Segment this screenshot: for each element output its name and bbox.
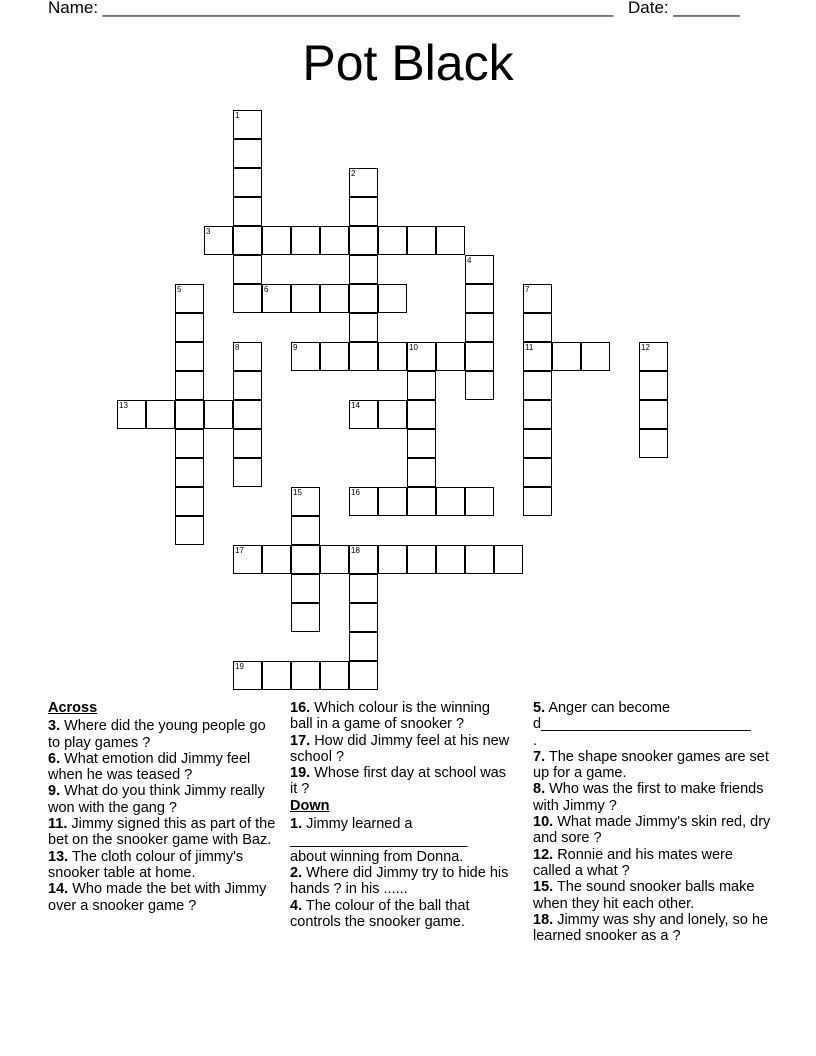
crossword-cell[interactable] [146,400,175,429]
clue-number: 19 [235,662,244,671]
clue-number: 8 [235,343,240,352]
crossword-cell[interactable] [378,545,407,574]
clue-text: How did Jimmy feel at his new school ? [290,732,510,765]
crossword-cell[interactable] [233,661,262,690]
crossword-cell[interactable] [233,458,262,487]
down-clue [290,898,512,931]
crossword-cell[interactable] [291,545,320,574]
crossword-cell[interactable] [349,632,378,661]
crossword-cell[interactable] [465,342,494,371]
clue-number-label: 9. [48,783,61,800]
across-clue [290,700,512,733]
clue-number: 7 [525,285,530,294]
clue-number: 17 [235,546,244,555]
crossword-cell[interactable] [581,342,610,371]
crossword-cell[interactable] [407,226,436,255]
clue-text: The sound snooker balls make when they hit each other. [533,879,755,912]
crossword-cell[interactable] [378,342,407,371]
crossword-cell[interactable] [523,284,552,313]
crossword-cell[interactable] [378,226,407,255]
crossword-cell[interactable] [465,487,494,516]
across-clue [48,783,276,816]
crossword-cell[interactable] [175,400,204,429]
crossword-cell[interactable] [291,284,320,313]
crossword-cell[interactable] [465,371,494,400]
clue-number-label: 5. [533,700,546,716]
crossword-cell[interactable] [233,226,262,255]
clue-number: 16 [351,488,360,497]
across-clue [48,751,276,784]
crossword-cell[interactable] [320,284,349,313]
clue-number-label: 16. [290,700,311,716]
clue-text: Ronnie and his mates were called a what ? [533,846,733,879]
crossword-cell[interactable] [233,139,262,168]
across-clue [290,733,512,766]
crossword-cell[interactable] [523,458,552,487]
crossword-cell[interactable] [349,168,378,197]
crossword-cell[interactable] [291,603,320,632]
clue-number: 6 [264,285,269,294]
crossword-cell[interactable] [349,313,378,342]
clue-number: 10 [409,343,418,352]
crossword-cell[interactable] [175,516,204,545]
crossword-cell[interactable] [436,226,465,255]
crossword-cell[interactable] [436,487,465,516]
down-clue [290,849,512,865]
clue-text: Who was the first to make friends with Jimmy ? [533,781,764,814]
crossword-cell[interactable] [349,545,378,574]
crossword-cell[interactable] [349,400,378,429]
clue-number-label: 2. [290,864,303,881]
crossword-cell[interactable] [378,284,407,313]
down-clue [533,912,773,945]
across-clue [48,816,276,849]
down-clue [533,847,773,880]
down-heading: Down [290,797,330,814]
clues-column-2 [290,700,512,930]
crossword-cell[interactable] [175,429,204,458]
crossword-cell[interactable] [639,371,668,400]
down-clue [533,716,773,732]
crossword-cell[interactable] [407,371,436,400]
crossword-cell[interactable] [320,226,349,255]
crossword-cell[interactable] [349,661,378,690]
clue-number: 14 [351,401,360,410]
clue-number-label: 1. [290,816,303,833]
crossword-cell[interactable] [465,313,494,342]
crossword-cell[interactable] [233,110,262,139]
crossword-cell[interactable] [291,342,320,371]
clue-number: 9 [293,343,298,352]
clue-number-label: 4. [290,897,303,914]
crossword-cell[interactable] [349,342,378,371]
page-title: Pot Black [302,35,514,91]
crossword-cell[interactable] [233,342,262,371]
clue-number-label: 19. [290,765,311,782]
clue-number: 3 [206,227,211,236]
clue-text: What emotion did Jimmy feel when he was teased ? [48,750,251,784]
clue-text: Where did Jimmy try to hide his hands ? in his ...... [290,864,509,898]
across-clue [290,765,512,798]
crossword-cell[interactable] [175,371,204,400]
clues-column-3 [533,700,773,944]
crossword-cell[interactable] [349,487,378,516]
clue-text: Whose first day at school was it ? [290,765,506,798]
clue-number: 13 [119,401,128,410]
down-clue [533,700,773,716]
crossword-cell[interactable] [552,342,581,371]
crossword-cell[interactable] [407,458,436,487]
across-heading: Across [48,700,98,716]
down-clue [290,865,512,898]
down-clue [290,832,512,848]
clue-text: Jimmy learned a [302,816,413,833]
clue-text: Jimmy was shy and lonely, so he learned snooker as a ? [533,911,769,945]
crossword-cell[interactable] [175,342,204,371]
crossword-cell[interactable] [349,284,378,313]
crossword-cell[interactable] [291,487,320,516]
crossword-cell[interactable] [117,400,146,429]
crossword-cell[interactable] [349,197,378,226]
clue-text: about winning from Donna. [290,848,464,865]
crossword-cell[interactable] [407,342,436,371]
crossword-cell[interactable] [407,487,436,516]
crossword-cell[interactable] [523,371,552,400]
crossword-cell[interactable] [320,342,349,371]
crossword-cell[interactable] [407,400,436,429]
clue-number-label: 8. [533,781,546,798]
crossword-cell[interactable] [436,545,465,574]
clue-text: Where did the young people go to play games ? [48,718,266,751]
clue-text: Which colour is the winning ball in a game of snooker ? [290,700,490,733]
clues-column-1 [48,700,276,914]
crossword-cell[interactable] [349,574,378,603]
crossword-cell[interactable] [465,255,494,284]
clue-text: What made Jimmy's skin red, dry and sore ? [533,814,771,847]
crossword-cell[interactable] [291,516,320,545]
crossword-cell[interactable] [175,487,204,516]
clue-number-label: 11. [48,816,68,833]
crossword-cell[interactable] [407,429,436,458]
crossword-cell[interactable] [291,661,320,690]
down-clue [533,781,773,814]
crossword-cell[interactable] [523,400,552,429]
crossword-cell[interactable] [436,342,465,371]
crossword-cell[interactable] [204,400,233,429]
clue-number: 1 [235,111,240,120]
crossword-cell[interactable] [523,487,552,516]
clue-text: d__________________________ [533,716,751,733]
crossword-cell[interactable] [262,284,291,313]
crossword-cell[interactable] [465,545,494,574]
crossword-cell[interactable] [349,255,378,284]
clue-number: 11 [525,343,534,352]
crossword-cell[interactable] [639,429,668,458]
crossword-cell[interactable] [204,226,233,255]
crossword-cell[interactable] [320,661,349,690]
clue-number: 12 [641,343,650,352]
crossword-cell[interactable] [233,545,262,574]
crossword-cell[interactable] [175,458,204,487]
clue-number-label: 14. [48,881,69,898]
crossword-cell[interactable] [349,603,378,632]
name-field-label: Name: ______________________________________________________ [48,0,614,17]
clue-number-label: 3. [48,718,61,735]
down-clue [533,879,773,912]
across-clue [48,718,276,751]
clue-text: The shape snooker games are set up for a game. [533,748,769,782]
clue-number-label: 15. [533,879,554,896]
crossword-cell[interactable] [523,313,552,342]
clue-number: 2 [351,169,356,178]
crossword-cell[interactable] [233,255,262,284]
clue-number: 18 [351,546,360,555]
crossword-cell[interactable] [378,487,407,516]
crossword-cell[interactable] [233,429,262,458]
clue-number-label: 6. [48,750,61,767]
clue-text: ______________________ [290,832,468,849]
crossword-cell[interactable] [465,284,494,313]
down-clue [533,814,773,847]
clue-text: The cloth colour of jimmy's snooker table at home. [48,848,244,881]
clue-text: Anger can become [545,700,671,716]
clue-number: 5 [177,285,182,294]
crossword-cell[interactable] [639,400,668,429]
crossword-cell[interactable] [233,400,262,429]
clue-text: Jimmy signed this as part of the bet on the snooker game with Baz. [48,816,276,849]
crossword-cell[interactable] [378,400,407,429]
clue-text: What do you think Jimmy really won with the gang ? [48,783,265,816]
clue-number-label: 12. [533,846,554,863]
crossword-cell[interactable] [262,545,291,574]
crossword-cell[interactable] [639,342,668,371]
clue-text: The colour of the ball that controls the snooker game. [290,897,470,930]
down-clue [290,816,512,832]
crossword-cell[interactable] [233,168,262,197]
crossword-cell[interactable] [494,545,523,574]
across-clue [48,881,276,914]
crossword-cell[interactable] [349,226,378,255]
crossword-cell[interactable] [523,342,552,371]
down-clue [533,733,773,749]
clue-text: Who made the bet with Jimmy over a snooker game ? [48,881,267,914]
crossword-cell[interactable] [407,545,436,574]
date-field-label: Date: _______ [628,0,740,17]
crossword-cell[interactable] [320,545,349,574]
down-clue [533,749,773,782]
clue-text: . [533,732,538,749]
clue-number: 4 [467,256,472,265]
crossword-cell[interactable] [175,313,204,342]
clue-number-label: 10. [533,814,554,831]
crossword-cell[interactable] [262,226,291,255]
crossword-cell[interactable] [233,197,262,226]
crossword-cell[interactable] [175,284,204,313]
clue-number-label: 17. [290,732,311,749]
clue-number-label: 13. [48,848,69,865]
across-clue [48,849,276,882]
clue-number-label: 18. [533,911,554,928]
crossword-cell[interactable] [233,371,262,400]
crossword-cell[interactable] [233,284,262,313]
crossword-cell[interactable] [262,661,291,690]
clue-number: 15 [293,488,302,497]
clue-number-label: 7. [533,748,546,765]
crossword-cell[interactable] [291,574,320,603]
crossword-cell[interactable] [523,429,552,458]
crossword-cell[interactable] [291,226,320,255]
